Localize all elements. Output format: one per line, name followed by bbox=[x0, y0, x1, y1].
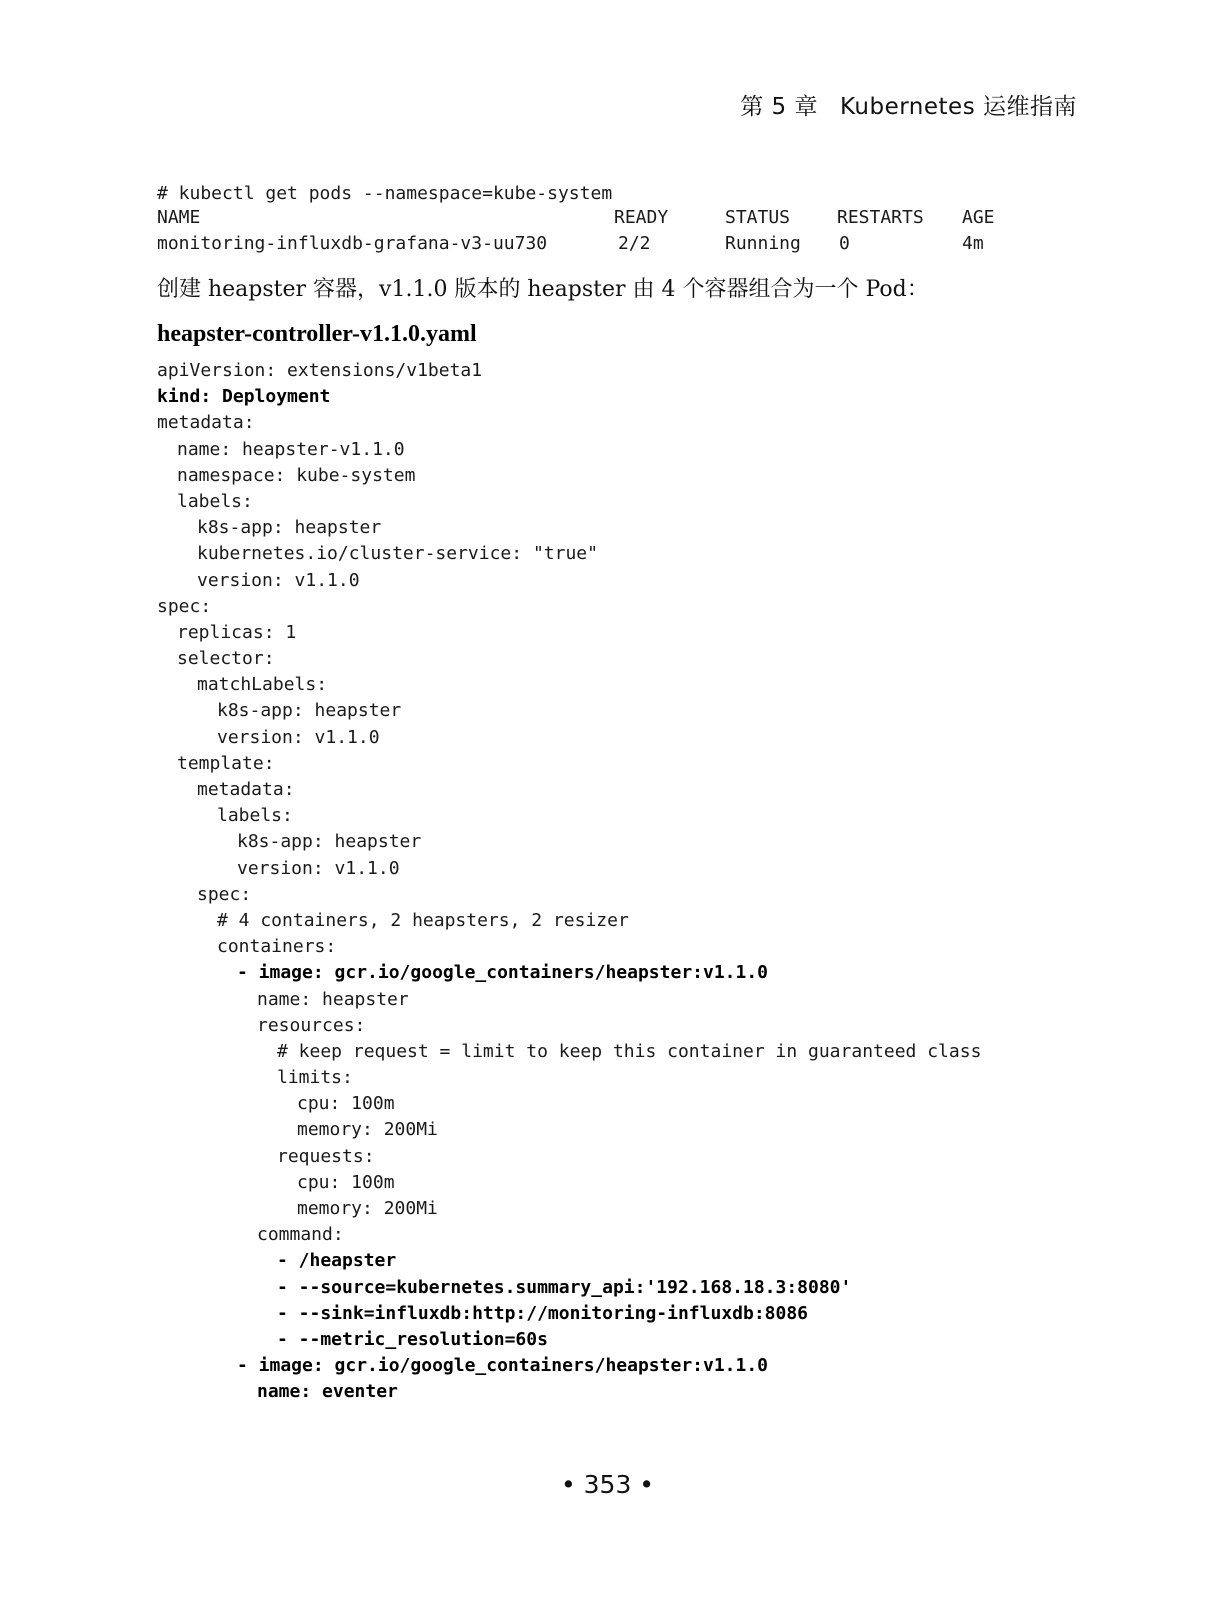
column-header-age: AGE bbox=[962, 207, 995, 229]
yaml-code-block bbox=[157, 358, 981, 1406]
code-line: template: bbox=[177, 752, 275, 774]
code-line: metadata: bbox=[157, 412, 255, 434]
code-line: limits: bbox=[277, 1067, 353, 1089]
kubectl-command: # kubectl get pods --namespace=kube-system bbox=[157, 183, 613, 204]
code-line: cpu: 100m bbox=[297, 1171, 395, 1193]
chapter-number: 第 5 章 bbox=[740, 94, 818, 120]
code-line: spec: bbox=[197, 883, 252, 905]
pod-ready: 2/2 bbox=[618, 233, 651, 255]
code-line: cpu: 100m bbox=[297, 1093, 395, 1115]
table-row bbox=[157, 233, 984, 259]
code-line: apiVersion: extensions/v1beta1 bbox=[157, 360, 483, 381]
code-line: replicas: 1 bbox=[177, 621, 297, 643]
chapter-title: Kubernetes 运维指南 bbox=[839, 94, 1077, 120]
code-line: version: v1.1.0 bbox=[197, 569, 360, 591]
code-line: # 4 containers, 2 heapsters, 2 resizer bbox=[217, 909, 629, 931]
code-line: command: bbox=[257, 1224, 344, 1246]
code-line: memory: 200Mi bbox=[297, 1119, 438, 1141]
code-line: namespace: kube-system bbox=[177, 464, 416, 486]
code-line: - --sink=influxdb:http://monitoring-influxdb:8086 bbox=[277, 1302, 809, 1324]
code-line: memory: 200Mi bbox=[297, 1198, 438, 1219]
code-line: labels: bbox=[217, 805, 293, 827]
file-title: heapster-controller-v1.1.0.yaml bbox=[157, 321, 477, 347]
column-header-status: STATUS bbox=[725, 207, 791, 229]
kubectl-output bbox=[157, 181, 995, 259]
body-paragraph: 创建 heapster 容器，v1.1.0 版本的 heapster 由 4 个容器组合为一个 Pod： bbox=[157, 277, 929, 302]
code-line: version: v1.1.0 bbox=[237, 857, 400, 879]
code-line: name: heapster-v1.1.0 bbox=[177, 438, 405, 460]
code-line: requests: bbox=[277, 1145, 375, 1167]
code-line: - image: gcr.io/google_containers/heapster:v1.1.0 bbox=[237, 1355, 769, 1377]
code-line: labels: bbox=[177, 490, 253, 512]
code-line: # keep request = limit to keep this container in guaranteed class bbox=[277, 1040, 982, 1062]
pod-name: monitoring-influxdb-grafana-v3-uu730 bbox=[157, 233, 548, 255]
code-line: metadata: bbox=[197, 779, 295, 800]
column-header-name: NAME bbox=[157, 207, 201, 229]
code-line: name: heapster bbox=[257, 988, 409, 1010]
code-line: k8s-app: heapster bbox=[217, 700, 402, 722]
pods-table-header bbox=[157, 207, 995, 233]
code-line: k8s-app: heapster bbox=[197, 517, 382, 539]
code-line: kubernetes.io/cluster-service: "true" bbox=[197, 543, 598, 565]
code-line: - /heapster bbox=[277, 1250, 397, 1272]
code-line: k8s-app: heapster bbox=[237, 831, 422, 853]
page-header bbox=[740, 88, 1077, 121]
code-line: resources: bbox=[257, 1014, 366, 1036]
code-line: containers: bbox=[217, 936, 337, 958]
column-header-restarts: RESTARTS bbox=[837, 207, 924, 229]
pod-status: Running bbox=[725, 233, 801, 255]
code-line: - --source=kubernetes.summary_api:'192.168.18.3:8080' bbox=[277, 1276, 852, 1298]
pod-restarts: 0 bbox=[839, 233, 850, 255]
column-header-ready: READY bbox=[614, 207, 669, 229]
code-line: matchLabels: bbox=[197, 674, 328, 696]
pod-age: 4m bbox=[962, 233, 984, 255]
code-line: selector: bbox=[177, 648, 275, 670]
code-line: spec: bbox=[157, 595, 212, 617]
code-line: name: eventer bbox=[257, 1381, 398, 1403]
code-line: - --metric_resolution=60s bbox=[277, 1328, 548, 1350]
page-number: • 353 • bbox=[560, 1470, 655, 1499]
code-line: - image: gcr.io/google_containers/heapster:v1.1.0 bbox=[237, 962, 769, 984]
code-line: kind: Deployment bbox=[157, 386, 331, 408]
code-line: version: v1.1.0 bbox=[217, 726, 380, 748]
